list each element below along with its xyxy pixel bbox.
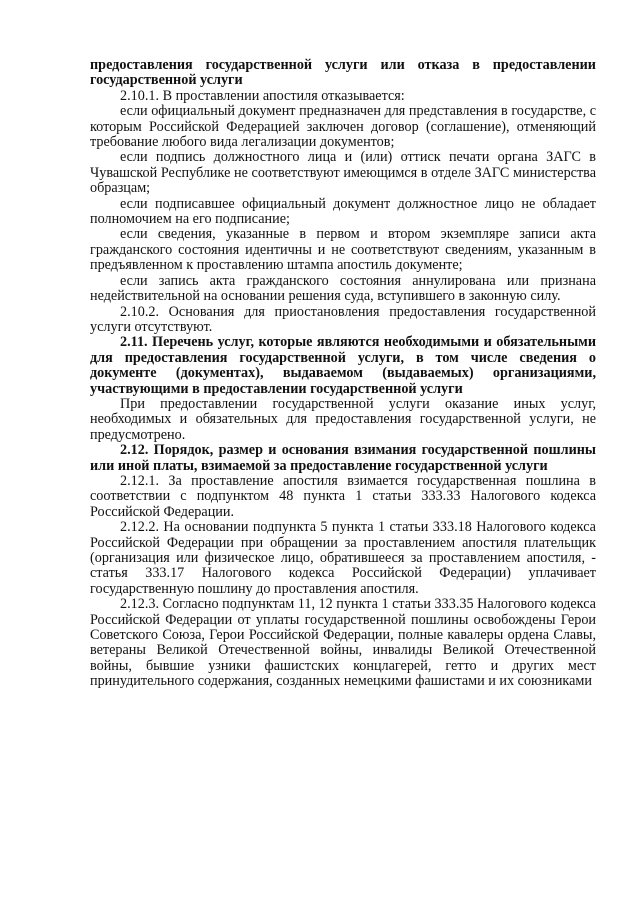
refusal-item-2: если подпись должностного лица и (или) оттиск печати органа ЗАГС в Чувашской Республике не соответствуют имеющимся в отделе ЗАГС министерства образцам; [90,149,596,197]
paragraph-2-10-1: 2.10.1. В проставлении апостиля отказывается: [120,87,405,104]
paragraph-2-11-body: При предоставлении государственной услуги оказание иных услуг, необходимых и обязательных для предоставления государственной услуги, не предусмотрено. [90,395,596,443]
document-page [90,58,596,690]
section-heading-continued: предоставления государственной услуги или отказа в предоставлении государственной услуги [90,57,596,89]
refusal-item-3: если подписавшее официальный документ должностное лицо не обладает полномочием на его подписание; [90,195,596,228]
section-heading-2-12: 2.12. Порядок, размер и основания взимания государственной пошлины или иной платы, взимаемой за предоставление государственной услуги [90,442,596,474]
paragraph-2-12-2: 2.12.2. На основании подпункта 5 пункта 1 статьи 333.18 Налогового кодекса Российской Федерации при обращении за проставлением апостиля плательщик (организация или физическое лицо, обратившееся за проставлением апостиля, - статья 333.17 Налогового кодекса Российской Федерации) уплачивает государственную пошлину до проставления апостиля. [90,519,596,597]
section-heading-2-11: 2.11. Перечень услуг, которые являются необходимыми и обязательными для предоставления государственной услуги, в том числе сведения о документе (документах), выдаваемом (выдаваемых) организациями, участвующими в предоставлении государственной услуги [90,334,596,397]
refusal-item-4: если сведения, указанные в первом и втором экземпляре записи акта гражданского состояния идентичны и не соответствуют сведениям, указанным в предъявленном к проставлению штампа апостиль документе; [90,226,596,274]
paragraph-2-12-1: 2.12.1. За проставление апостиля взимается государственная пошлина в соответствии с подпунктом 48 пункта 1 статьи 333.33 Налогового кодекса Российской Федерации. [90,472,596,520]
paragraph-2-12-3: 2.12.3. Согласно подпунктам 11, 12 пункта 1 статьи 333.35 Налогового кодекса Российской Федерации от уплаты государственной пошлины освобождены Герои Советского Союза, Герои Российской Федерации, полные кавалеры ордена Славы, ветераны Великой Отечественной войны, инвалиды Великой Отечественной войны, бывшие узники фашистских концлагерей, гетто и других мест принудительного содержания, созданных немецкими фашистами и их союзниками [90,596,596,690]
refusal-item-5: если запись акта гражданского состояния аннулирована или признана недействительной на основании решения суда, вступившего в законную силу. [90,272,596,305]
refusal-item-1: если официальный документ предназначен для представления в государстве, с которым Российской Федерацией заключен договор (соглашение), отменяющий требование любого вида легализации документов; [90,103,596,151]
paragraph-2-10-2: 2.10.2. Основания для приостановления предоставления государственной услуги отсутствуют. [90,303,596,335]
